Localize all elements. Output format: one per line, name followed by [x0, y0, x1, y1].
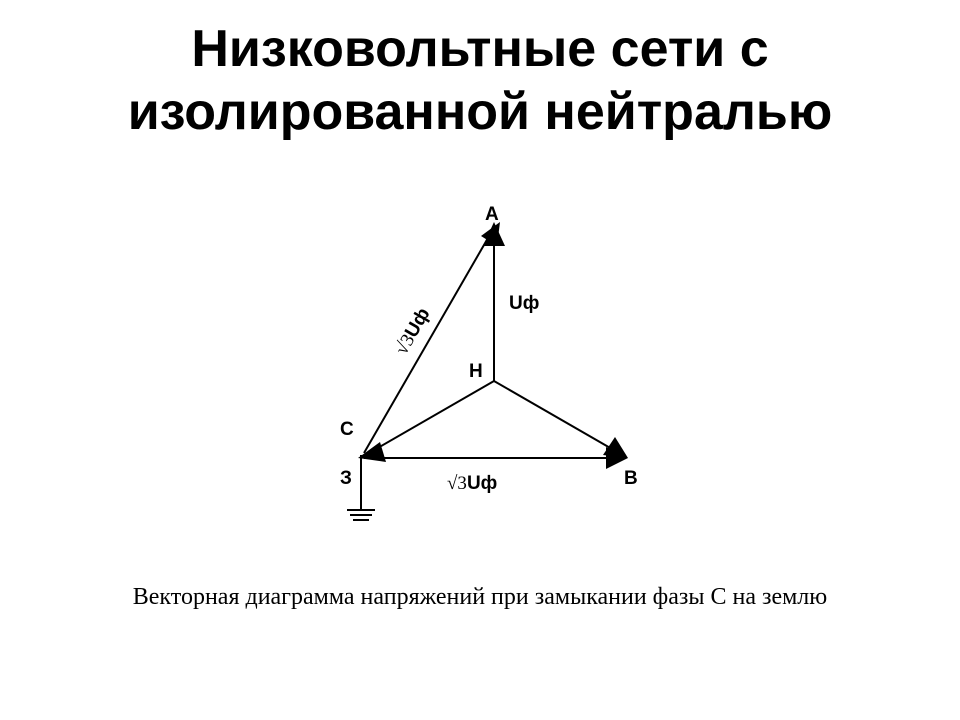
- sqrt3-ca: √3: [391, 330, 420, 359]
- vector-n-c: [376, 381, 494, 449]
- label-point-a: А: [485, 204, 499, 225]
- title-line-1: Низковольтные сети с: [191, 20, 769, 78]
- title-line-2: изолированной нейтралью: [127, 83, 833, 141]
- label-point-n: Н: [469, 361, 483, 382]
- label-line-voltage-cb: [447, 473, 497, 494]
- label-line-voltage-ca: [391, 304, 434, 358]
- label-ground: З: [340, 468, 352, 489]
- label-point-c: С: [340, 419, 354, 440]
- ground-icon: [347, 510, 375, 520]
- uf-cb: Uф: [466, 473, 498, 494]
- label-phase-voltage: Uф: [509, 293, 540, 314]
- sqrt3-cb: √3: [447, 473, 467, 494]
- vector-n-b: [494, 381, 612, 449]
- label-point-b: В: [624, 468, 638, 489]
- diagram-caption: Векторная диаграмма напряжений при замыкании фазы С на землю: [132, 584, 828, 610]
- uf-ca: Uф: [401, 304, 435, 342]
